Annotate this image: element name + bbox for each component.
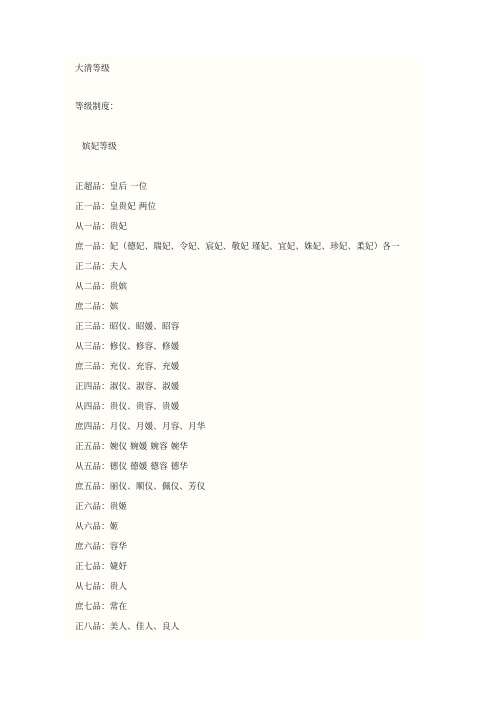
document-title: 大清等级 xyxy=(75,64,110,74)
section-heading: 等级制度： xyxy=(75,102,119,112)
rank-line: 庶六品：容华 xyxy=(75,542,128,552)
rank-line: 庶一品：妃（德妃、瑞妃、令妃、宸妃、敬妃 瑾妃、宜妃、姝妃、珍妃、柔妃）各一 xyxy=(75,242,400,252)
rank-line: 正六品：贵姬 xyxy=(75,502,128,512)
rank-line: 正二品：夫人 xyxy=(75,262,128,272)
rank-line: 从四品：贵仪、贵容、贵媛 xyxy=(75,402,180,412)
rank-line: 正超品：皇后 一位 xyxy=(75,182,148,192)
rank-line: 正四品：淑仪、淑容、淑媛 xyxy=(75,382,180,392)
rank-line: 正八品：美人、佳人、良人 xyxy=(75,622,180,632)
rank-line: 庶五品：丽仪、顺仪、佩仪、芳仪 xyxy=(75,482,206,492)
subsection-heading: 嫔妃等级 xyxy=(82,142,117,152)
rank-line: 从一品：贵妃 xyxy=(75,222,128,232)
rank-line: 正三品：昭仪、昭媛、昭容 xyxy=(75,322,180,332)
rank-line: 正七品：婕妤 xyxy=(75,562,128,572)
rank-line: 从七品：贵人 xyxy=(75,582,128,592)
rank-line: 正五品：婉仪 婉媛 婉容 婉华 xyxy=(75,442,189,452)
rank-line: 庶二品：嫔 xyxy=(75,302,119,312)
rank-line: 正一品：皇贵妃 两位 xyxy=(75,202,157,212)
rank-line: 庶三品：充仪、充容、充媛 xyxy=(75,362,180,372)
rank-line: 庶四品：月仪、月媛、月容、月华 xyxy=(75,422,206,432)
rank-line: 从三品：修仪、修容、修媛 xyxy=(75,342,180,352)
rank-line: 从二品：贵嫔 xyxy=(75,282,128,292)
rank-line: 从六品：姬 xyxy=(75,522,119,532)
rank-line: 庶七品：常在 xyxy=(75,602,128,612)
rank-line: 从五品：德仪 德媛 德容 德华 xyxy=(75,462,189,472)
